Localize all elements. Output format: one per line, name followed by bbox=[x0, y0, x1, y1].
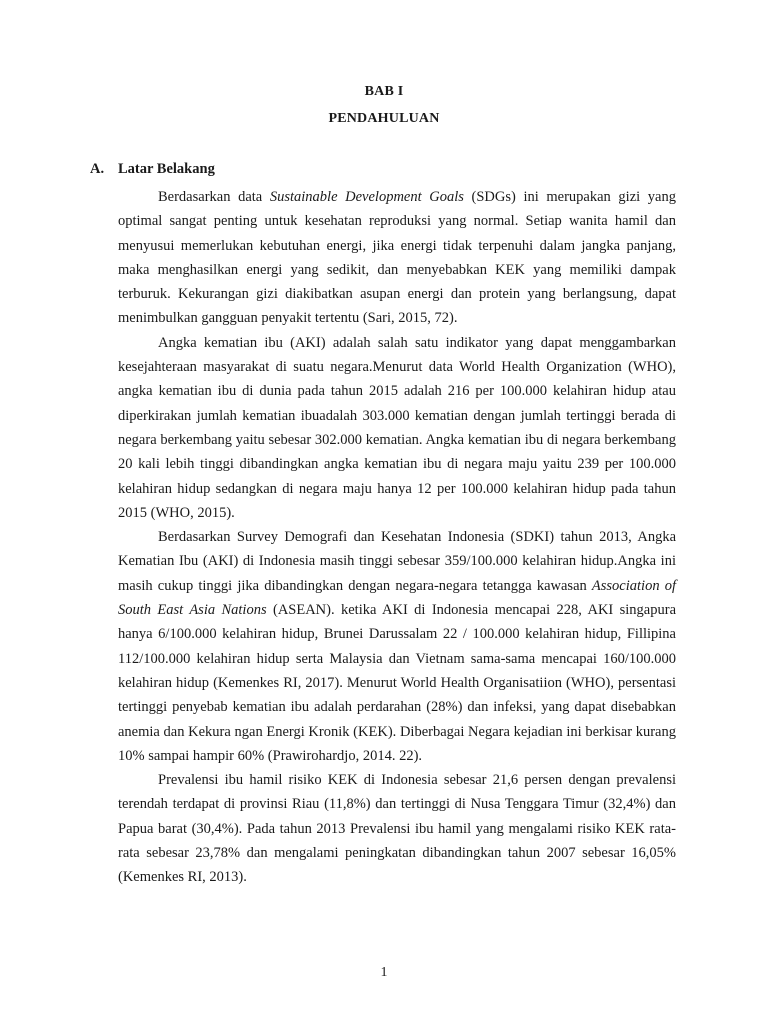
paragraph: Prevalensi ibu hamil risiko KEK di Indonesia sebesar 21,6 persen dengan prevalensi terendah terdapat di provinsi Riau (11,8%) dan tertinggi di Nusa Tenggara Timur (32,4%) dan Papua barat (30,4%). Pada tahun 2013 Prevalensi ibu hamil yang mengalami risiko KEK rata-rata sebesar 23,78% dan mengalami peningkatan dibandingkan tahun 2007 sebesar 16,05% (Kemenkes RI, 2013). bbox=[118, 772, 676, 886]
italic-term: Association of South East Asia Nations bbox=[118, 577, 676, 619]
paragraph-text: (ASEAN). ketika AKI di Indonesia mencapai 228, AKI singapura hanya 6/100.000 kelahiran hidup, Brunei Darussalam 22 / 100.000 kelahiran hidup, Fillipina 112/100.000 kelahiran hidup serta Malaysia dan Vietnam sama-sama mencapai 160/100.000 kelahiran hidup (Kemenkes RI, 2017). Menurut World Health Organisatiion (WHO), persentasi tertinggi penyebab kematian ibu adalah perdarahan (28%) dan infeksi, yang dapat disebabkan anemia dan Kekura ngan Energi Kronik (KEK). Diberbagai Negara kejadian ini berkisar kurang 10% sampai hampir 60% (Prawirohardjo, 2014. 22). bbox=[118, 602, 677, 764]
chapter-heading: BAB I bbox=[364, 84, 404, 99]
chapter-title: PENDAHULUAN bbox=[328, 111, 440, 126]
document-body bbox=[118, 185, 676, 890]
section-title: Latar Belakang bbox=[118, 161, 215, 177]
italic-term: Sustainable Development Goals bbox=[269, 189, 464, 205]
section-heading bbox=[90, 161, 215, 178]
paragraph bbox=[118, 185, 676, 331]
section-number: A. bbox=[90, 161, 105, 177]
paragraph-text: (SDGs) ini merupakan gizi yang optimal sangat penting untuk kesehatan reproduksi yang normal. Setiap wanita hamil dan menyusui memerlukan kebutuhan energi, jika energi tidak terpenuhi dalam jangka panjang, maka menghasilkan energi yang sedikit, dan menyebabkan KEK yang memiliki dampak terburuk. Kekurangan gizi diakibatkan asupan energi dan protein yang berlangsung, dapat menimbulkan gangguan penyakit tertentu (Sari, 2015, 72). bbox=[118, 189, 676, 327]
paragraph bbox=[118, 525, 676, 768]
page-number: 1 bbox=[380, 965, 388, 980]
paragraph: Angka kematian ibu (AKI) adalah salah satu indikator yang dapat menggambarkan kesejahteraan masyarakat di suatu negara.Menurut data World Health Organization (WHO), angka kematian ibu di dunia pada tahun 2015 adalah 216 per 100.000 kelahiran hidup atau diperkirakan jumlah kematian ibuadalah 303.000 kematian dengan jumlah tertinggi berada di negara berkembang yaitu sebesar 302.000 kematian. Angka kematian ibu di negara berkembang 20 kali lebih tinggi dibandingkan angka kematian ibu di negara maju yaitu 239 per 100.000 kelahiran hidup sedangkan di negara maju hanya 12 per 100.000 kelahiran hidup pada tahun 2015 (WHO, 2015). bbox=[118, 334, 676, 521]
paragraph-text: Berdasarkan data bbox=[158, 189, 270, 205]
paragraph-text: Berdasarkan Survey Demografi dan Kesehatan Indonesia (SDKI) tahun 2013, Angka Kematian Ibu (AKI) di Indonesia masih tinggi sebesar 359/100.000 kelahiran hidup.Angka ini masih cukup tinggi jika dibandingkan dengan negara-negara tetangga kawasan bbox=[118, 529, 676, 594]
